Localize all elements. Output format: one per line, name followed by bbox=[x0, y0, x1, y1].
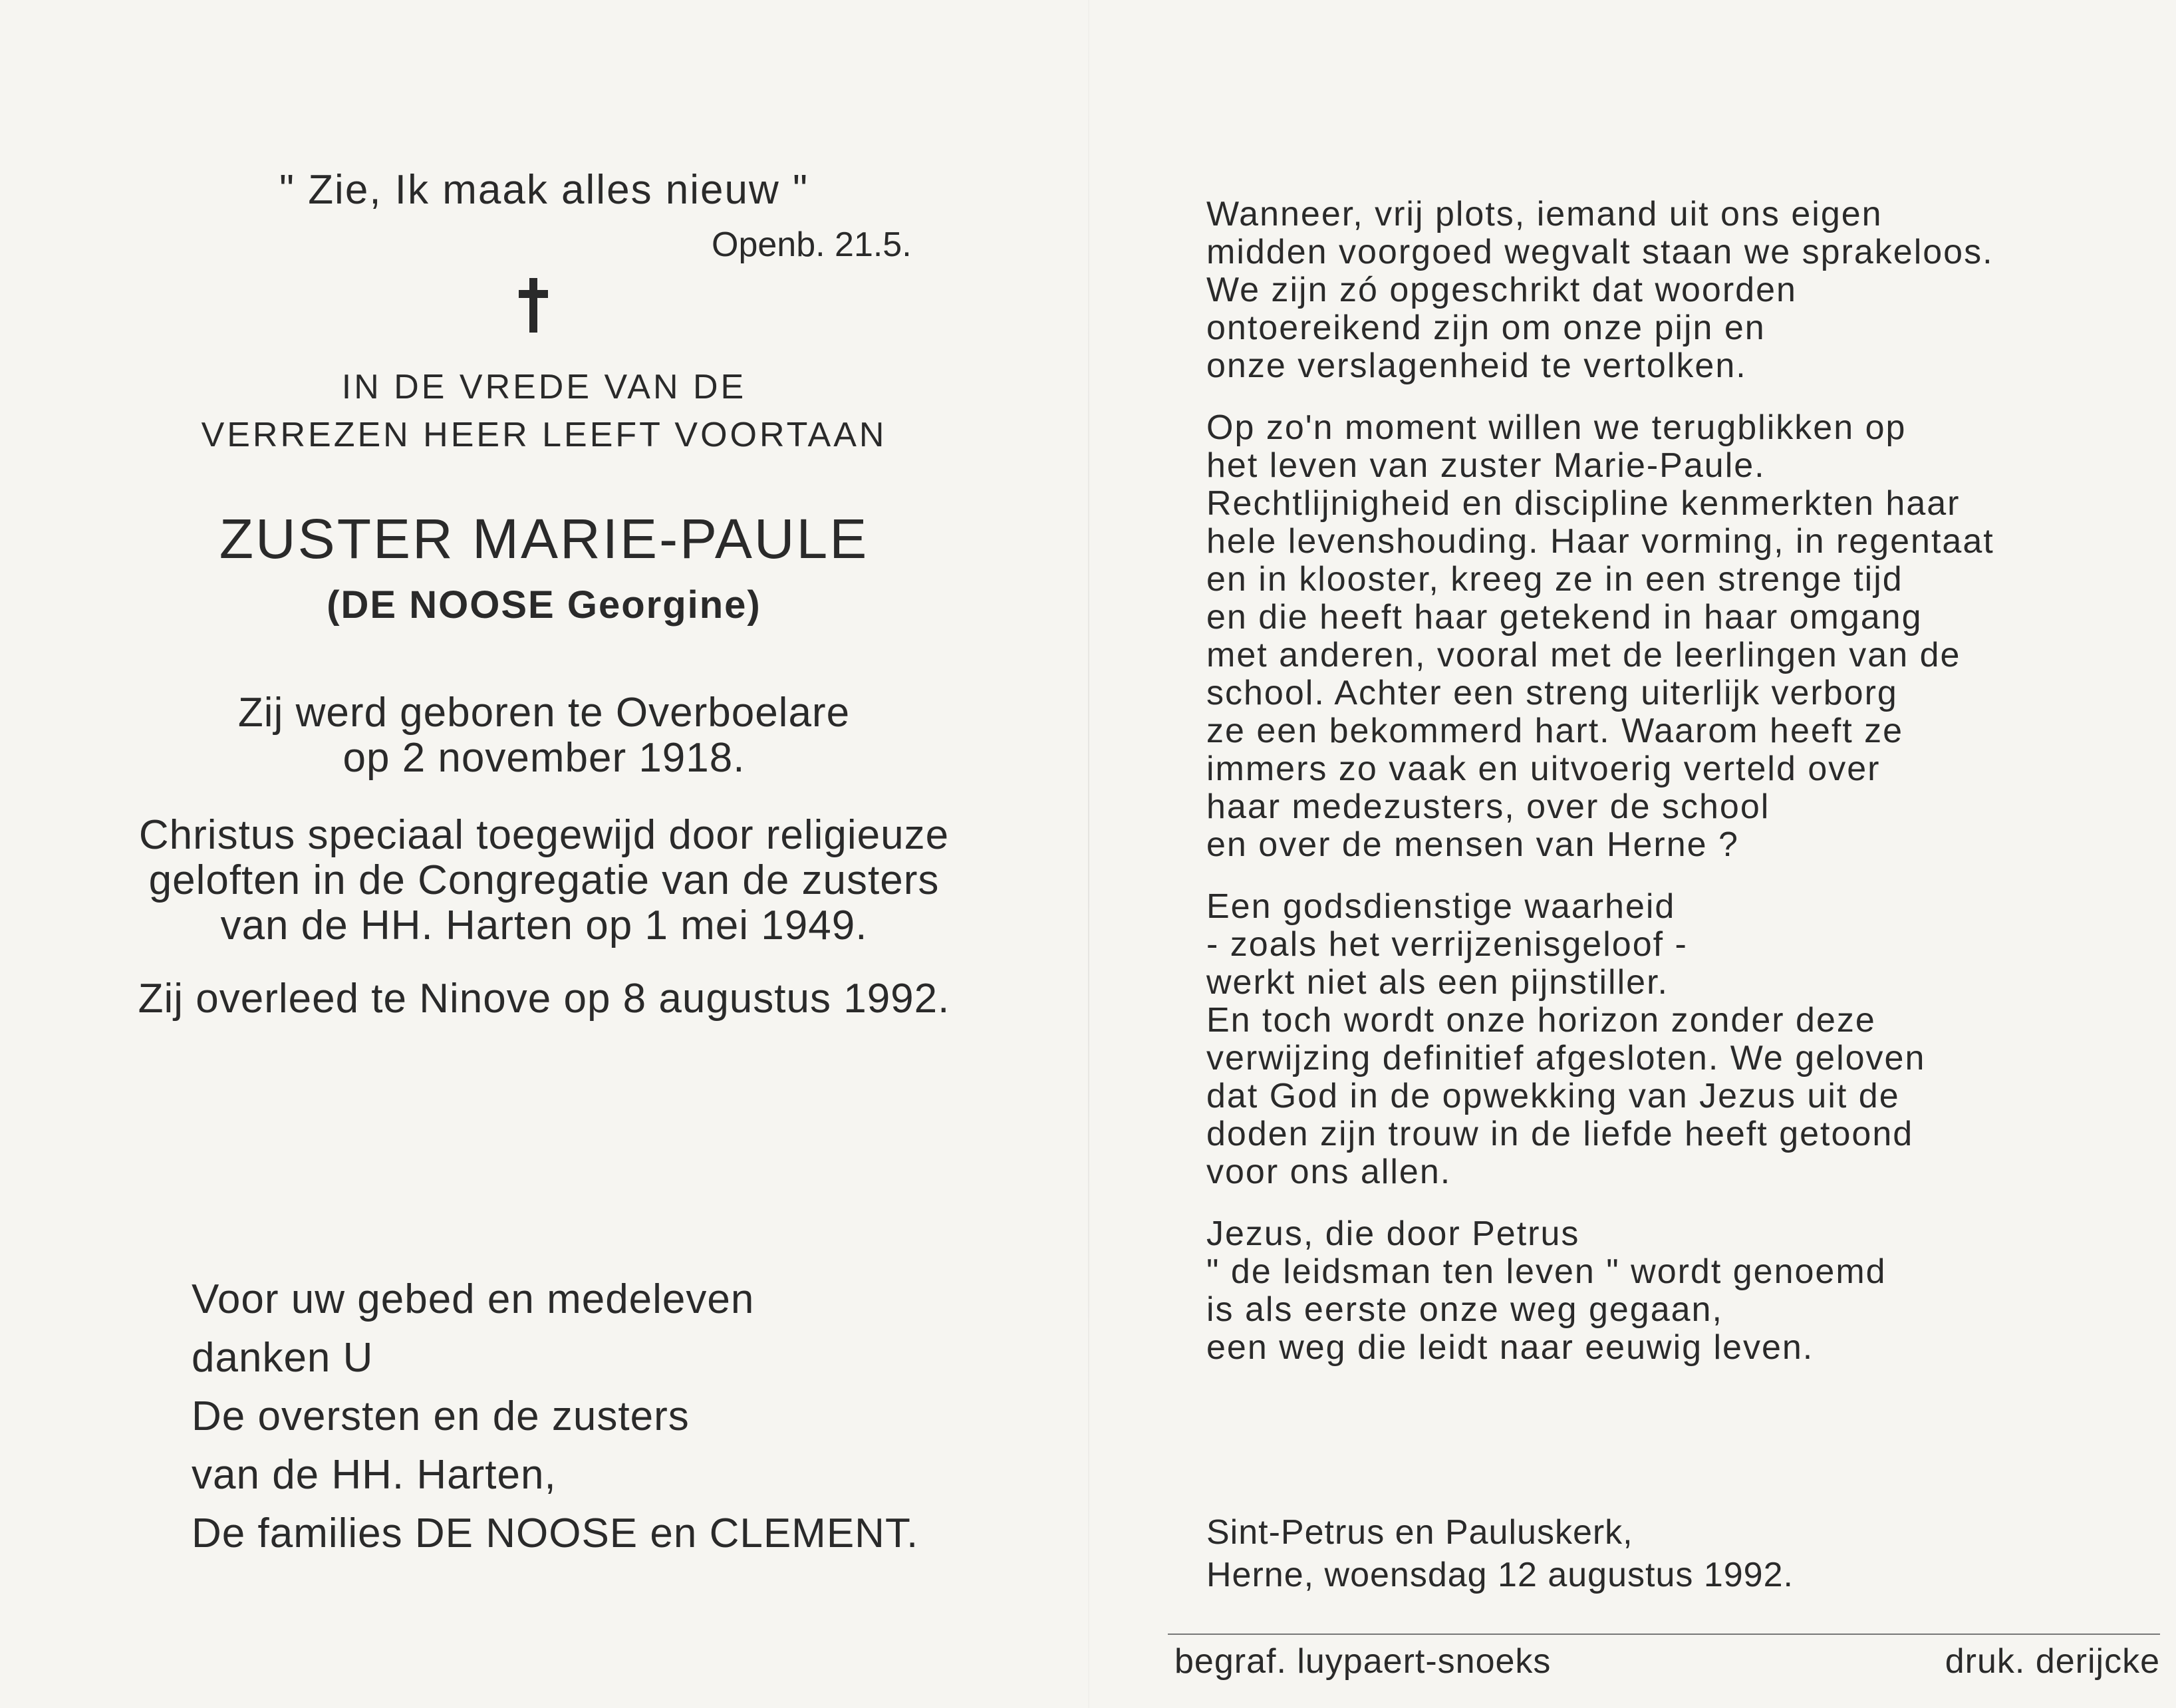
meditation-line: voor ons allen. bbox=[1206, 1153, 1452, 1191]
meditation-line: onze verslagenheid te vertolken. bbox=[1206, 347, 1747, 385]
thanks-line: De oversten en de zusters bbox=[192, 1393, 690, 1439]
meditation-line: ze een bekommerd hart. Waarom heeft ze bbox=[1206, 712, 1904, 750]
place-line: Herne, woensdag 12 augustus 1992. bbox=[1206, 1556, 1794, 1594]
undertaker-credit: begraf. luypaert-snoeks bbox=[1174, 1642, 1552, 1681]
meditation-paragraph bbox=[1206, 409, 2137, 864]
meditation-line: haar medezusters, over de school bbox=[1206, 787, 1770, 826]
cross-icon bbox=[519, 278, 548, 333]
meditation-line: verwijzing definitief afgesloten. We geloven bbox=[1206, 1039, 1926, 1077]
meditation-line: Rechtlijnigheid en discipline kenmerkten haar bbox=[1206, 484, 1961, 523]
meditation-line: school. Achter een streng uiterlijk verborg bbox=[1206, 674, 1898, 712]
bible-quote: " Zie, Ik maak alles nieuw " bbox=[279, 167, 809, 213]
vows-line: geloften in de Congregatie van de zusters bbox=[148, 857, 940, 903]
meditation-line: doden zijn trouw in de liefde heeft getoond bbox=[1206, 1115, 1914, 1153]
meditation-line: - zoals het verrijzenisgeloof - bbox=[1206, 925, 1688, 964]
thanks-block bbox=[192, 1270, 918, 1563]
birth-line: Zij werd geboren te Overboelare bbox=[237, 690, 851, 736]
meditation-line: " de leidsman ten leven " wordt genoemd bbox=[1206, 1252, 1887, 1291]
peace-line: VERREZEN HEER LEEFT VOORTAAN bbox=[201, 416, 887, 454]
meditation-line: dat God in de opwekking van Jezus uit de bbox=[1206, 1077, 1900, 1115]
printer-credit: druk. derijcke bbox=[1945, 1642, 2160, 1681]
bible-reference: Openb. 21.5. bbox=[712, 225, 912, 264]
peace-line: IN DE VREDE VAN DE bbox=[341, 368, 747, 406]
meditation-paragraph bbox=[1206, 196, 2137, 385]
meditation-line: en in klooster, kreeg ze in een strenge tijd bbox=[1206, 560, 1903, 599]
death-info: Zij overleed te Ninove op 8 augustus 1992. bbox=[138, 976, 950, 1022]
meditation-line: ontoereikend zijn om onze pijn en bbox=[1206, 309, 1766, 347]
thanks-line: De families DE NOOSE en CLEMENT. bbox=[192, 1510, 919, 1556]
civil-name: (DE NOOSE Georgine) bbox=[327, 583, 761, 627]
meditation-line: En toch wordt onze horizon zonder deze bbox=[1206, 1001, 1876, 1040]
meditation-line: immers zo vaak en uitvoerig verteld over bbox=[1206, 750, 1881, 788]
peace-heading bbox=[0, 363, 1088, 459]
meditation-line: We zijn zó opgeschrikt dat woorden bbox=[1206, 271, 1797, 309]
thanks-line: danken U bbox=[192, 1335, 374, 1381]
thanks-line: Voor uw gebed en medeleven bbox=[192, 1276, 755, 1322]
thanks-line: van de HH. Harten, bbox=[192, 1452, 557, 1498]
meditation-line: is als eerste onze weg gegaan, bbox=[1206, 1290, 1723, 1329]
meditation-line: Jezus, die door Petrus bbox=[1206, 1214, 1580, 1253]
church-date bbox=[1206, 1511, 1794, 1596]
birth-info bbox=[0, 690, 1088, 781]
meditation-line: en die heeft haar getekend in haar omgang bbox=[1206, 598, 1923, 637]
deceased-name: ZUSTER MARIE-PAULE bbox=[219, 507, 869, 570]
meditation-line: en over de mensen van Herne ? bbox=[1206, 825, 1739, 864]
vows-info bbox=[0, 813, 1088, 948]
meditation-line: Wanneer, vrij plots, iemand uit ons eigen bbox=[1206, 195, 1883, 233]
meditation-text bbox=[1206, 196, 2137, 1391]
meditation-line: Op zo'n moment willen we terugblikken op bbox=[1206, 408, 1907, 447]
birth-line: op 2 november 1918. bbox=[342, 735, 746, 781]
place-line: Sint-Petrus en Pauluskerk, bbox=[1206, 1513, 1633, 1552]
credits-divider bbox=[1168, 1634, 2160, 1635]
meditation-line: een weg die leidt naar eeuwig leven. bbox=[1206, 1328, 1814, 1367]
meditation-line: Een godsdienstige waarheid bbox=[1206, 887, 1676, 926]
meditation-paragraph bbox=[1206, 1215, 2137, 1367]
right-page bbox=[1089, 0, 2176, 1708]
meditation-paragraph bbox=[1206, 888, 2137, 1191]
meditation-line: met anderen, vooral met de leerlingen van de bbox=[1206, 636, 1961, 674]
vows-line: Christus speciaal toegewijd door religieuze bbox=[138, 812, 950, 858]
meditation-line: hele levenshouding. Haar vorming, in regentaat bbox=[1206, 522, 1994, 561]
vows-line: van de HH. Harten op 1 mei 1949. bbox=[220, 903, 868, 948]
meditation-line: het leven van zuster Marie-Paule. bbox=[1206, 446, 1766, 485]
meditation-line: werkt niet als een pijnstiller. bbox=[1206, 963, 1669, 1002]
meditation-line: midden voorgoed wegvalt staan we sprakeloos. bbox=[1206, 233, 1994, 271]
